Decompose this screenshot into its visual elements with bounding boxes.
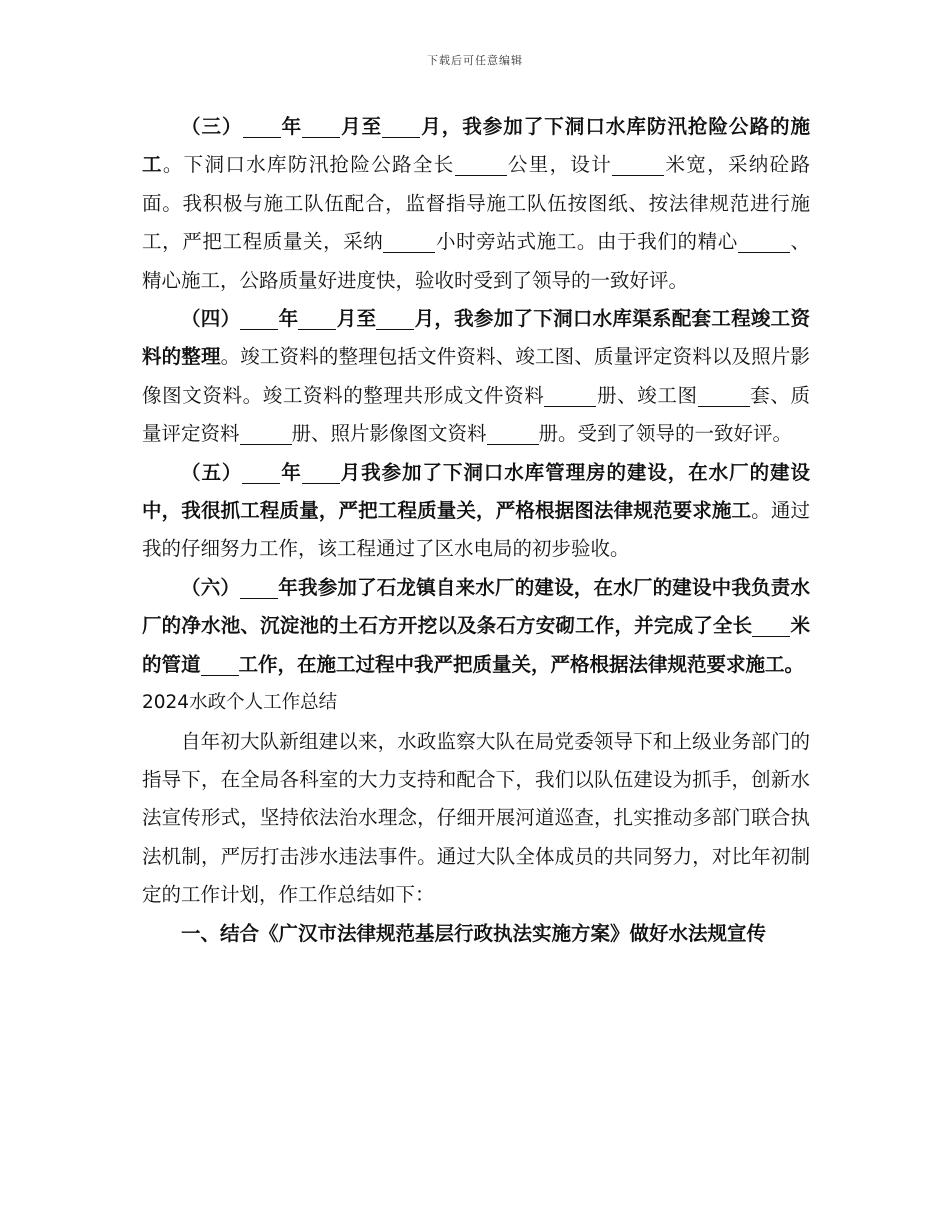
blank — [455, 154, 507, 176]
paragraph-6 — [142, 569, 810, 684]
blank — [302, 461, 340, 483]
blank — [698, 384, 750, 406]
paragraph-3: （三） 年 月至 月，我参加了下洞口水库防汛抢险公路的施工。下洞口水库防汛抢险公路全长 公里，设计 米宽，采纳砼路面。我积极与施工队伍配合，监督指导施工队伍按图纸、按法律规范进行施工，严把工程质量关，采纳 小时旁站式施工。由于我们的精心 、精心施工，公路质量好进度快，验收时受到了领导的一致好评。 — [142, 115, 810, 292]
section-heading-1: 一、结合《广汉市法律规范基层行政执法实施方案》做好水法规宣传 — [181, 921, 767, 945]
page-header: 下载后可任意编辑 — [427, 54, 523, 67]
blank — [240, 423, 292, 445]
blank — [240, 307, 278, 329]
p5-bold-lead: （五） 年 月我参加了下洞口水库管理房的建设，在水厂的建设中，我很抓工程质量，严把工程质量关，严格根据图法律规范要求施工 — [142, 460, 810, 523]
p4-bold-lead: （四） 年 月至 月，我参加了下洞口水库渠系配套工程竣工资料的整理 — [142, 307, 810, 369]
intro-paragraph: 自年初大队新组建以来，水政监察大队在局党委领导下和上级业务部门的指导下，在全局各科室的大力支持和配合下，我们以队伍建设为抓手，创新水法宣传形式，坚持依法治水理念，仔细开展河道巡查，扎实推动多部门联合执法机制，严厉打击涉水违法事件。通过大队全体成员的共同努力，对比年初制定的工作计划，作工作总结如下： — [142, 729, 810, 907]
blank — [302, 115, 340, 137]
blank — [240, 576, 278, 598]
blank — [544, 384, 596, 406]
blank — [487, 423, 539, 445]
paragraph-4: （四） 年 月至 月，我参加了下洞口水库渠系配套工程竣工资料的整理。竣工资料的整理包括文件资料、竣工图、质量评定资料以及照片影像图文资料。竣工资料的整理共形成文件资料 册、竣工图 套、质量评定资料 册、照片影像图文资料 册。受到了领导的一致好评。 — [142, 307, 810, 446]
blank — [738, 231, 790, 253]
blank — [243, 115, 281, 137]
blank — [752, 615, 790, 637]
blank — [201, 653, 239, 675]
blank — [376, 307, 414, 329]
blank — [383, 231, 435, 253]
document-title: 2024水政个人工作总结 — [142, 692, 338, 714]
p3-bold-lead: （三） 年 月至 月，我参加了下洞口水库防汛抢险公路的施工 — [142, 115, 810, 177]
blank — [242, 461, 280, 483]
document-body — [142, 108, 810, 953]
p6-bold-lead: （六） 年我参加了石龙镇自来水厂的建设，在水厂的建设中我负责水厂的净水池、沉淀池的土石方开挖以及条石方安砌工作，并完成了全长 米的管道 工作，在施工过程中我严把质量关，严格根据法律规范要求施工。 — [142, 575, 810, 676]
blank — [298, 307, 336, 329]
blank — [612, 154, 664, 176]
paragraph-5: （五） 年 月我参加了下洞口水库管理房的建设，在水厂的建设中，我很抓工程质量，严把工程质量关，严格根据图法律规范要求施工。通过我的仔细努力工作，该工程通过了区水电局的初步验收。 — [142, 460, 810, 561]
blank — [382, 115, 420, 137]
